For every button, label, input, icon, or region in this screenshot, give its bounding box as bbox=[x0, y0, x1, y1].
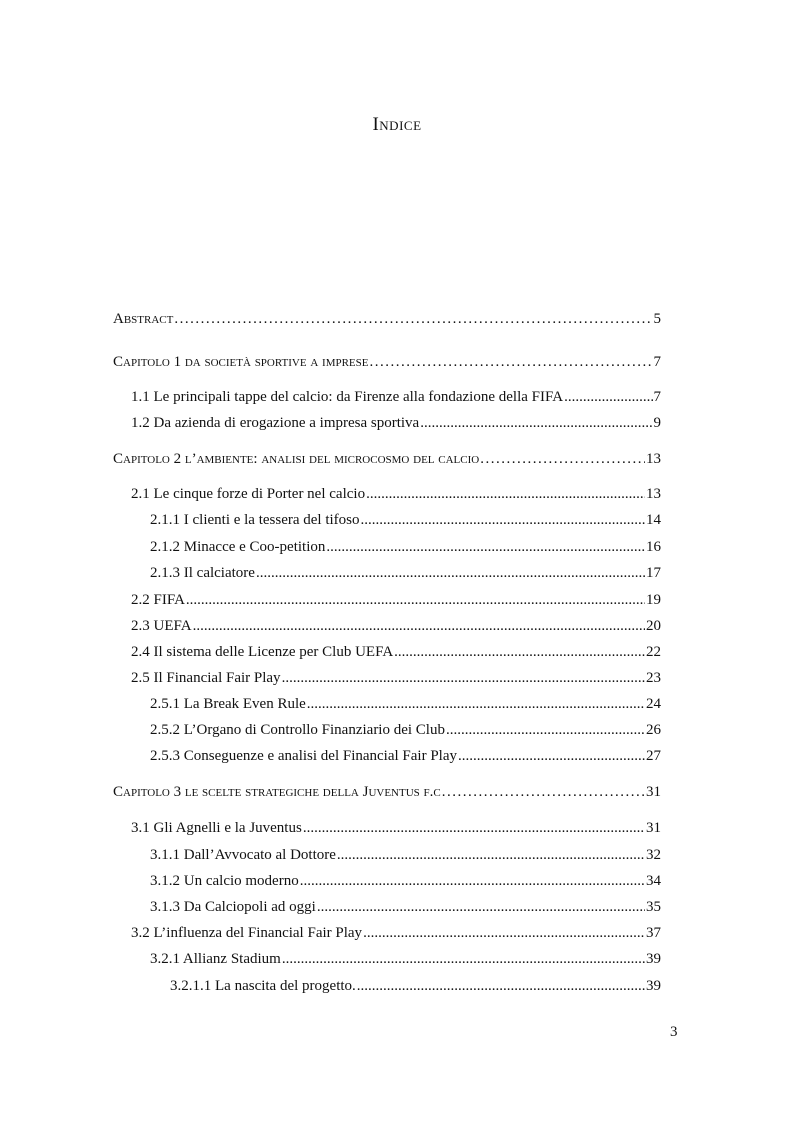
toc-entry-2-1[interactable] bbox=[131, 484, 661, 504]
toc-entry-2-5-2[interactable] bbox=[150, 720, 661, 740]
toc-entry-page: 19 bbox=[646, 592, 661, 608]
leader-dots bbox=[366, 484, 645, 504]
toc-entry-2-5-3[interactable] bbox=[150, 746, 661, 766]
toc-entry-label: 3.2 L’influenza del Financial Fair Play bbox=[131, 925, 363, 941]
toc-entry-page: 7 bbox=[653, 389, 661, 405]
toc-entry-page: 31 bbox=[646, 784, 661, 800]
toc-entry-label: 2.1.2 Minacce e Coo-petition bbox=[150, 539, 326, 555]
toc-entry-label: Capitolo 1 da società sportive a imprese bbox=[113, 354, 369, 370]
leader-dots bbox=[363, 923, 645, 943]
toc-entry-page: 13 bbox=[646, 486, 661, 502]
toc-entry-page: 35 bbox=[646, 899, 661, 915]
leader-dots bbox=[282, 949, 645, 969]
leader-dots bbox=[420, 413, 652, 433]
leader-dots bbox=[361, 510, 645, 530]
toc-entry-label: 2.5.3 Conseguenze e analisi del Financial Fair Play bbox=[150, 748, 458, 764]
leader-dots bbox=[186, 590, 645, 610]
leader-dots bbox=[337, 845, 645, 865]
toc-entry-label: Abstract bbox=[113, 311, 174, 327]
toc-entry-label: 3.2.1.1 La nascita del progetto. bbox=[170, 978, 356, 994]
toc-entry-label: 1.1 Le principali tappe del calcio: da Firenze alla fondazione della FIFA bbox=[131, 389, 564, 405]
toc-entry-label: Capitolo 3 le scelte strategiche della Juventus f.c bbox=[113, 784, 441, 800]
leader-dots bbox=[446, 720, 645, 740]
toc-entry-chapter-1[interactable] bbox=[113, 352, 661, 372]
toc-entry-label: 3.1.2 Un calcio moderno bbox=[150, 873, 299, 889]
toc-entry-2-1-2[interactable] bbox=[150, 537, 661, 557]
toc-entry-page: 13 bbox=[646, 451, 661, 467]
leader-dots bbox=[193, 616, 645, 636]
toc-entry-2-2[interactable] bbox=[131, 590, 661, 610]
leader-dots bbox=[458, 746, 645, 766]
toc-entry-1-2[interactable] bbox=[131, 413, 661, 433]
toc-entry-page: 5 bbox=[653, 311, 661, 327]
toc-entry-2-1-1[interactable] bbox=[150, 510, 661, 530]
toc-entry-page: 31 bbox=[646, 820, 661, 836]
toc-entry-page: 14 bbox=[646, 512, 661, 528]
toc-entry-page: 27 bbox=[646, 748, 661, 764]
leader-dots bbox=[442, 782, 645, 802]
toc-entry-2-3[interactable] bbox=[131, 616, 661, 636]
toc-entry-3-1-1[interactable] bbox=[150, 845, 661, 865]
toc-entry-page: 23 bbox=[646, 670, 661, 686]
toc-entry-2-1-3[interactable] bbox=[150, 563, 661, 583]
toc-entry-page: 9 bbox=[653, 415, 661, 431]
leader-dots bbox=[282, 668, 645, 688]
toc-entry-label: 1.2 Da azienda di erogazione a impresa sportiva bbox=[131, 415, 420, 431]
leader-dots bbox=[357, 976, 645, 996]
toc-entry-label: 2.1.3 Il calciatore bbox=[150, 565, 255, 581]
toc-entry-3-2-1[interactable] bbox=[150, 949, 661, 969]
toc-entry-abstract[interactable] bbox=[113, 309, 661, 329]
toc-entry-page: 39 bbox=[646, 978, 661, 994]
leader-dots bbox=[174, 309, 652, 329]
toc-entry-page: 16 bbox=[646, 539, 661, 555]
toc-entry-2-4[interactable] bbox=[131, 642, 661, 662]
toc-entry-page: 32 bbox=[646, 847, 661, 863]
toc-entry-page: 37 bbox=[646, 925, 661, 941]
toc-entry-label: 2.3 UEFA bbox=[131, 618, 192, 634]
page-title: Indice bbox=[372, 114, 422, 135]
leader-dots bbox=[300, 871, 645, 891]
toc-entry-label: 2.4 Il sistema delle Licenze per Club UEFA bbox=[131, 644, 394, 660]
toc-entry-label: 2.5.1 La Break Even Rule bbox=[150, 696, 306, 712]
toc-entry-2-5[interactable] bbox=[131, 668, 661, 688]
toc-entry-page: 17 bbox=[646, 565, 661, 581]
toc-entry-page: 20 bbox=[646, 618, 661, 634]
toc-entry-label: 2.5.2 L’Organo di Controllo Finanziario dei Club bbox=[150, 722, 445, 738]
leader-dots bbox=[326, 537, 645, 557]
toc-entry-label: 2.2 FIFA bbox=[131, 592, 185, 608]
toc-entry-page: 34 bbox=[646, 873, 661, 889]
toc-entry-label: Capitolo 2 l’ambiente: analisi del microcosmo del calcio bbox=[113, 451, 480, 467]
leader-dots bbox=[303, 818, 645, 838]
toc-entry-label: 3.1.3 Da Calciopoli ad oggi bbox=[150, 899, 316, 915]
leader-dots bbox=[394, 642, 645, 662]
toc-entry-label: 2.1 Le cinque forze di Porter nel calcio bbox=[131, 486, 366, 502]
toc-entry-label: 2.1.1 I clienti e la tessera del tifoso bbox=[150, 512, 360, 528]
toc-entry-page: 26 bbox=[646, 722, 661, 738]
toc-entry-label: 2.5 Il Financial Fair Play bbox=[131, 670, 281, 686]
leader-dots bbox=[480, 449, 645, 469]
toc-entry-page: 39 bbox=[646, 951, 661, 967]
page-number: 3 bbox=[670, 1024, 678, 1040]
toc-entry-3-1-2[interactable] bbox=[150, 871, 661, 891]
toc-entry-label: 3.1.1 Dall’Avvocato al Dottore bbox=[150, 847, 336, 863]
toc-entry-1-1[interactable] bbox=[131, 387, 661, 407]
toc-entry-3-2[interactable] bbox=[131, 923, 661, 943]
toc-entry-3-2-1-1[interactable] bbox=[170, 976, 661, 996]
toc-entry-3-1[interactable] bbox=[131, 818, 661, 838]
leader-dots bbox=[307, 694, 645, 714]
toc-entry-label: 3.2.1 Allianz Stadium bbox=[150, 951, 281, 967]
leader-dots bbox=[564, 387, 652, 407]
toc-entry-chapter-3[interactable] bbox=[113, 782, 661, 802]
toc-entry-page: 7 bbox=[653, 354, 661, 370]
toc-entry-label: 3.1 Gli Agnelli e la Juventus bbox=[131, 820, 302, 836]
leader-dots bbox=[317, 897, 645, 917]
leader-dots bbox=[370, 352, 653, 372]
toc-entry-page: 22 bbox=[646, 644, 661, 660]
toc-entry-page: 24 bbox=[646, 696, 661, 712]
toc-entry-2-5-1[interactable] bbox=[150, 694, 661, 714]
toc-entry-3-1-3[interactable] bbox=[150, 897, 661, 917]
toc-entry-chapter-2[interactable] bbox=[113, 449, 661, 469]
leader-dots bbox=[256, 563, 645, 583]
